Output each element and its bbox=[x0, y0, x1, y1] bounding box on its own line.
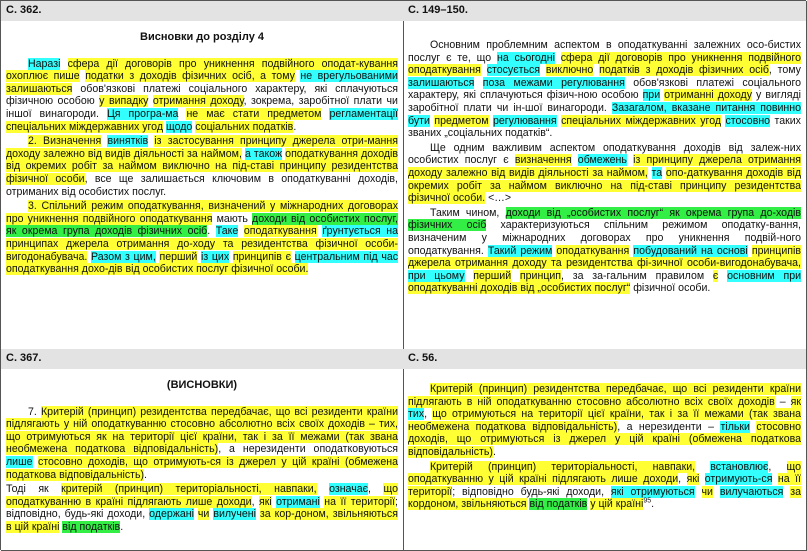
highlighted-text: від податків bbox=[529, 498, 588, 511]
highlighted-text: виняткiв bbox=[107, 135, 149, 148]
highlighted-text: охоплює пише bbox=[6, 70, 80, 83]
highlighted-text: виключно bbox=[545, 64, 594, 77]
highlighted-text: від податків bbox=[62, 520, 121, 533]
highlighted-text: тільки bbox=[720, 420, 750, 433]
highlighted-text: Критерій (принцип) територіальності, навпаки, bbox=[430, 460, 696, 473]
highlighted-text: із принципу джерела отримання доходу залежно від видів діяльності за наймом, bbox=[408, 154, 801, 179]
text-run: , все ще залишається ключовим в оподаткуванні доходів, отриманих від особистих послуг. bbox=[6, 172, 398, 198]
highlighted-text: принципах джерела отримання до-ходу та резидентства фізичної особи-вигодонабувача. bbox=[6, 237, 398, 263]
text-run: обов'язкові платежі соціального характеру, які сплачуються фізичною особою bbox=[6, 82, 398, 108]
highlighted-text: стосовно доходів, що отримуються із джерел у цій країні (обмежена податкова відповідальність) bbox=[408, 420, 802, 458]
highlighted-text: отримання доходу bbox=[152, 95, 244, 108]
highlighted-text: при bbox=[642, 89, 661, 102]
text-run bbox=[540, 64, 546, 76]
highlighted-text: регламентації bbox=[329, 107, 398, 120]
highlighted-text: отримані bbox=[276, 495, 320, 508]
page-ref-header: С. 56. bbox=[403, 349, 806, 369]
highlighted-text: перший bbox=[159, 250, 198, 263]
highlighted-text: побудований на основі bbox=[633, 244, 748, 257]
highlighted-text: лише bbox=[6, 455, 33, 468]
cell-body bbox=[403, 369, 806, 511]
text-run: , bbox=[368, 483, 384, 496]
highlighted-text: сфера дії договорів про уникнення подвійного оподаткування bbox=[408, 51, 801, 77]
highlighted-text: поза межами регулювання bbox=[482, 76, 625, 89]
paragraph bbox=[408, 461, 801, 511]
highlighted-text: Зазагалом, вказане питання повинно бути bbox=[408, 101, 801, 127]
highlighted-text: за кор-доном, звільняються в цій країні bbox=[6, 508, 398, 533]
text-run bbox=[555, 52, 561, 64]
highlighted-text: принципів джерела отримання доходу та резидентства фі-зичної особи-вигодонабувача, bbox=[408, 244, 801, 270]
highlighted-text: спеціальних міждержавних угод bbox=[6, 120, 164, 133]
highlighted-text: отриманні доходу bbox=[664, 89, 752, 102]
highlighted-text: із застосування принципу джерела отри-мання доходу залежно від видів діяльності за наймом, bbox=[6, 135, 398, 160]
text-run bbox=[60, 58, 67, 70]
highlighted-text: із цих bbox=[200, 250, 230, 263]
highlighted-text: які bbox=[258, 495, 272, 508]
highlighted-text: що оподаткуванню у цій країні підлягають лише доходи bbox=[408, 460, 801, 486]
highlighted-text: на її території bbox=[408, 473, 801, 498]
highlighted-text: Критерій (принцип) резидентства передбачає, що всі резиденти країни підлягають у ній оподаткуванню стосовно абсолютно всіх своїх доходів – тих, що отримуються як на території цієї країни, так і за її межами (так звана необмежена податкова відповідальність) bbox=[6, 405, 398, 456]
section-title: Висновки до розділу 4 bbox=[140, 31, 264, 43]
highlighted-text: центральним під час bbox=[294, 250, 399, 263]
text-run: , тому bbox=[768, 64, 801, 77]
highlighted-text: 3. Спільний режим оподаткування, визначений у міжнародних договорах про уникнення подвійного оподаткування bbox=[6, 200, 398, 225]
highlighted-text: як bbox=[790, 395, 801, 408]
highlighted-text: соціальних податків bbox=[195, 120, 294, 133]
section-title: (ВИСНОВКИ) bbox=[166, 379, 238, 391]
paragraph bbox=[6, 135, 398, 198]
highlighted-text: не врегульованими bbox=[300, 70, 398, 83]
highlighted-text: залишаються bbox=[6, 82, 73, 95]
highlighted-text: оподаткування bbox=[243, 225, 317, 238]
cell-body bbox=[1, 21, 403, 276]
highlighted-text: податки з доходів фізичних осіб, а тому bbox=[85, 70, 295, 83]
text-run: , bbox=[678, 473, 687, 486]
text-run bbox=[481, 64, 487, 76]
highlighted-text: чи bbox=[701, 485, 713, 498]
paragraph bbox=[408, 207, 801, 295]
text-run: , bbox=[768, 460, 787, 473]
text-run: обов'язкові платежі соціального характеру, які сплачуються фізич-ною особою bbox=[408, 76, 801, 102]
highlighted-text: опо-даткування доходів від окремих робіт за наймом виключно на під-ставі принципу резидентства фізичної особи. bbox=[408, 166, 802, 205]
paragraph bbox=[408, 39, 801, 140]
highlighted-text: основним при bbox=[727, 269, 802, 282]
highlighted-text: регулювання bbox=[492, 114, 557, 127]
text-run: 7. bbox=[28, 405, 41, 418]
highlighted-text: сфера дії договорів про уникнення подвійного оподат-кування bbox=[67, 57, 399, 70]
highlighted-text: що отримуються на території цієї країни, так і за її межами (так звана необмежена податкова відповідальність) bbox=[408, 408, 801, 433]
text-run: – bbox=[774, 395, 791, 408]
highlighted-text: встановлює bbox=[710, 460, 769, 473]
highlighted-text: вилучаються bbox=[719, 485, 784, 498]
highlighted-text: на сьогодні bbox=[496, 51, 555, 64]
highlighted-text: щодо bbox=[165, 120, 193, 133]
highlighted-text: критерій (принцип) територіальності, навпаки, bbox=[61, 483, 317, 496]
page-ref-header: С. 367. bbox=[1, 349, 403, 369]
highlighted-text: оподаткуванні доходів від „особистих послуг“ bbox=[408, 282, 631, 295]
highlighted-text: у випадку bbox=[99, 95, 149, 108]
paragraph bbox=[6, 406, 398, 482]
highlighted-text: податків з доходів фізичних осіб bbox=[599, 64, 769, 77]
highlighted-text: 2. Визначення bbox=[28, 135, 102, 148]
highlighted-text: на її території bbox=[324, 495, 396, 508]
text-run bbox=[713, 486, 720, 498]
text-run bbox=[465, 270, 474, 282]
highlighted-text: отримують-ся bbox=[704, 473, 773, 486]
highlighted-text: стосується bbox=[486, 64, 541, 77]
cell-left-bottom bbox=[1, 349, 404, 551]
text-run: Тоді як bbox=[6, 483, 62, 496]
highlighted-text: тих bbox=[408, 408, 425, 421]
text-run: фізичної особи. bbox=[630, 282, 711, 295]
cell-right-bottom bbox=[403, 349, 807, 551]
cell-body bbox=[403, 21, 806, 295]
highlighted-text: оподаткування дохо-дів від особистих послуг фізичної особи. bbox=[6, 263, 309, 276]
text-run: . bbox=[144, 468, 147, 481]
text-run bbox=[317, 483, 329, 495]
text-run: Ще одним важливим аспектом оподаткування доходів від залеж-них особистих послуг є bbox=[408, 141, 801, 167]
highlighted-text: не має стати предметом bbox=[186, 107, 322, 120]
highlighted-text: Ця програ-ма bbox=[106, 107, 179, 120]
paragraph bbox=[6, 58, 398, 134]
text-run bbox=[648, 167, 652, 179]
text-run bbox=[572, 154, 578, 166]
paragraph bbox=[6, 483, 398, 533]
text-run: , bbox=[251, 495, 259, 508]
text-run: . bbox=[651, 498, 655, 511]
highlighted-text: ґрунтується на bbox=[322, 225, 398, 238]
highlighted-text: є bbox=[712, 269, 719, 282]
text-run: , bbox=[424, 408, 433, 421]
text-run: ; відповідно будь-які доходи, bbox=[452, 485, 611, 498]
highlighted-text: а також bbox=[244, 147, 283, 160]
highlighted-text: Критерій (принцип) резидентства передбачає, що всі резиденти країни підлягають в ній оподаткуванню стосовно абсолютно всіх своїх доходів bbox=[408, 383, 801, 408]
highlighted-text: оподаткування доходів від окремих робіт за наймом виключно на під-ставі принципу резидентства фізичної особи bbox=[6, 147, 399, 185]
text-run: , а нерезиденти – bbox=[617, 420, 721, 433]
cell-right-top bbox=[403, 1, 807, 350]
text-run: . bbox=[293, 120, 297, 133]
highlighted-text: визначення bbox=[514, 154, 572, 167]
text-run: , за за-гальним правилом bbox=[561, 269, 713, 282]
text-run: Таким чином, bbox=[430, 206, 506, 219]
highlighted-text: обмежень bbox=[577, 154, 627, 167]
highlighted-text: які bbox=[686, 473, 700, 486]
text-run: . bbox=[120, 520, 124, 533]
text-run: <…> bbox=[485, 192, 512, 205]
highlighted-text: Таке bbox=[215, 225, 239, 238]
highlighted-text: залишаються bbox=[408, 76, 475, 89]
text-run: , а нерезиденти оподатковуються bbox=[218, 443, 398, 456]
footnote-ref: 95 bbox=[643, 497, 652, 505]
text-run: . bbox=[492, 445, 496, 458]
text-run: , зокрема, заробітної плати чи іншої винагороди. bbox=[6, 95, 398, 120]
highlighted-text: Наразі bbox=[28, 57, 61, 70]
text-run: мають bbox=[212, 212, 253, 225]
highlighted-text: які отримуються bbox=[610, 485, 695, 498]
highlighted-text: у цій країні bbox=[590, 498, 644, 511]
highlighted-text: принцип bbox=[519, 269, 562, 282]
highlighted-text: предметом bbox=[434, 114, 489, 127]
highlighted-text: чи bbox=[197, 508, 210, 521]
text-run: . bbox=[207, 225, 216, 238]
highlighted-text: принципів є bbox=[232, 250, 291, 263]
cell-left-top bbox=[1, 1, 404, 350]
highlighted-text: Такий режим bbox=[487, 244, 553, 257]
paragraph bbox=[6, 200, 398, 276]
highlighted-text: означає bbox=[329, 483, 369, 496]
text-run: Основним проблемним аспектом в оподаткуванні залежних осо-бистих послуг є те, що bbox=[408, 39, 801, 64]
highlighted-text: стосовно bbox=[725, 114, 771, 127]
highlighted-text: та bbox=[651, 166, 663, 179]
highlighted-text: стосовно доходів, що отримують-ся із джерел у цій країні (обмежена податкова відповідальність) bbox=[6, 455, 398, 481]
highlighted-text: що оподаткуванню в країні підлягають лише доходи bbox=[6, 483, 398, 508]
text-run bbox=[474, 77, 482, 89]
text-run bbox=[699, 473, 704, 485]
highlighted-text: спеціальних міждержавних угод bbox=[561, 114, 722, 127]
highlighted-text: доходи від особистих послуг, як окрема група доходів фізичних осіб bbox=[6, 212, 398, 238]
paragraph bbox=[408, 142, 801, 205]
page-ref-header: С. 362. bbox=[1, 1, 403, 21]
cell-body bbox=[1, 369, 403, 534]
highlighted-text: вилучені bbox=[213, 508, 256, 521]
text-run bbox=[695, 486, 702, 498]
text-run: характеризуються спільним режимом оподатку-вання, визначеним у міжнародних договорах про уникнення подвій-ного оподаткування. bbox=[408, 219, 802, 257]
text-run bbox=[695, 461, 710, 473]
highlighted-text: Разом з цим, bbox=[90, 250, 156, 263]
highlighted-text: оподаткування bbox=[556, 244, 630, 257]
paragraph bbox=[408, 383, 801, 459]
page-ref-header: С. 149–150. bbox=[403, 1, 806, 21]
text-run: ; відповідно, будь-які доходи, bbox=[6, 495, 398, 521]
highlighted-text: за кордоном, звільняються bbox=[408, 485, 802, 511]
highlighted-text: одержані bbox=[149, 508, 194, 521]
text-run bbox=[718, 270, 727, 282]
text-run: таких званих „соціальних податків“. bbox=[408, 114, 801, 140]
highlighted-text: доходи від „особистих послуг“ як окрема група до-ходів фізичних осіб bbox=[408, 206, 802, 232]
highlighted-text: перший bbox=[473, 269, 512, 282]
text-run: у вигляді заробітної плати чи ін-шої винагороди. bbox=[408, 89, 801, 114]
highlighted-text: при цьому bbox=[408, 269, 465, 282]
text-run bbox=[511, 270, 520, 282]
